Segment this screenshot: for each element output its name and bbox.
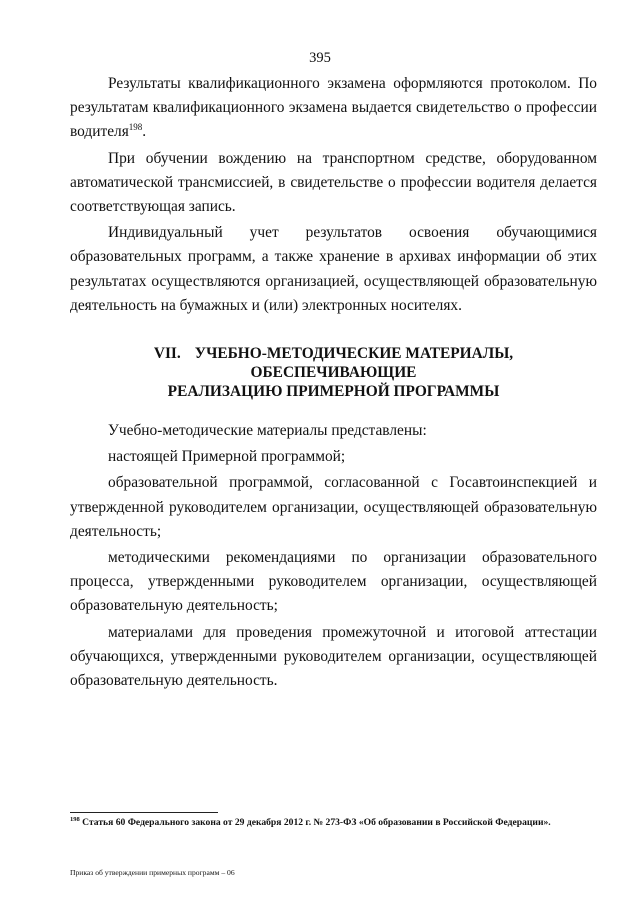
footnote-divider [70, 812, 218, 813]
document-footer: Приказ об утверждении примерных программ – 06 [70, 868, 235, 877]
section-number: VII. [153, 345, 181, 363]
paragraph-automatic-transmission: При обучении вождению на транспортном средстве, оборудованном автоматической трансмиссией, в свидетельстве о профессии водителя делается соответствующая запись. [70, 149, 597, 216]
footnote-number: 198 [70, 816, 80, 823]
list-item: материалами для проведения промежуточной и итоговой аттестации обучающихся, утвержденными руководителем организации, осуществляющей образовательную деятельность. [70, 623, 597, 690]
section-heading [70, 344, 597, 401]
page-number: 395 [309, 50, 331, 66]
paragraph-exam-results-text: Результаты квалификационного экзамена оформляются протоколом. По результатам квалификационного экзамена выдается свидетельство о профессии водителя [70, 75, 597, 141]
paragraph-exam-results-end: . [142, 123, 147, 141]
section-title-line1: УЧЕБНО-МЕТОДИЧЕСКИЕ МАТЕРИАЛЫ, ОБЕСПЕЧИВАЮЩИЕ [194, 345, 514, 382]
paragraph-individual-records: Индивидуальный учет результатов освоения обучающимися образовательных программ, а также хранение в архивах информации об этих результатах осуществляются организацией, осуществляющей образовательную деятельность на бумажных и (или) электронных носителях. [70, 224, 597, 314]
footnote [70, 817, 597, 829]
page-body [70, 72, 597, 693]
section-title-line2: РЕАЛИЗАЦИЮ ПРИМЕРНОЙ ПРОГРАММЫ [167, 383, 500, 401]
paragraph-exam-results [70, 72, 597, 145]
section-intro: Учебно-методические материалы представлены: [108, 422, 427, 440]
section-heading-line1 [70, 344, 597, 382]
footnote-text: Статья 60 Федерального закона от 29 декабря 2012 г. № 273-ФЗ «Об образовании в Российской Федерации». [79, 817, 551, 828]
list-item: настоящей Примерной программой; [108, 448, 346, 466]
footnote-reference: 198 [128, 122, 143, 133]
list-item: образовательной программой, согласованной с Госавтоинспекцией и утвержденной руководителем организации, осуществляющей образовательную деятельность; [70, 474, 597, 540]
list-item: методическими рекомендациями по организации образовательного процесса, утвержденными руководителем организации, осуществляющей образовательную деятельность; [70, 549, 597, 615]
